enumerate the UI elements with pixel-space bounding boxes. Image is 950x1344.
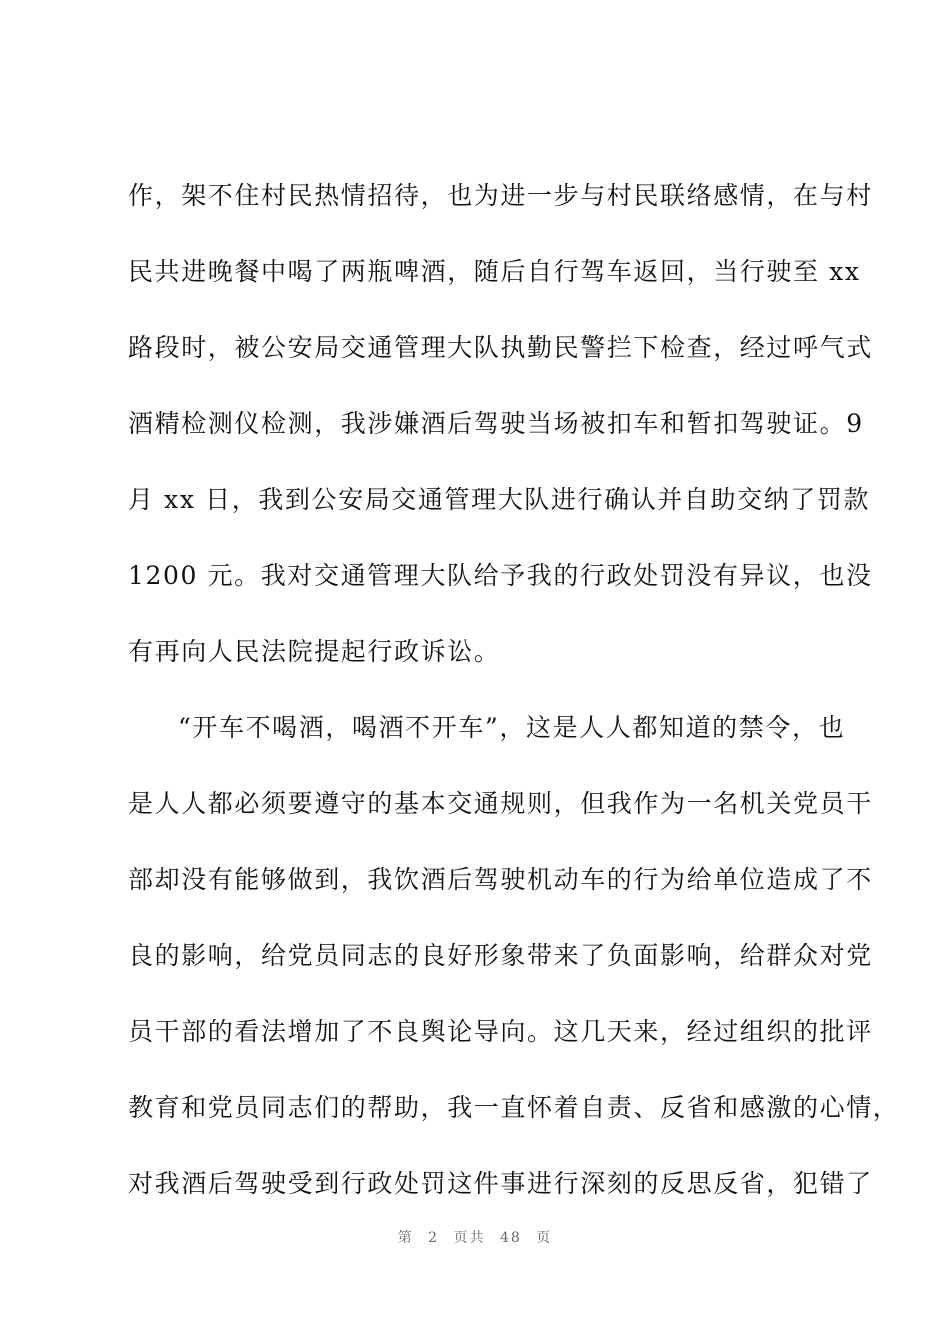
body-line-12: 员干部的看法增加了不良舆论导向。这几天来，经过组织的批评 [128, 1017, 873, 1046]
body-line-2: 民共进晚餐中喝了两瓶啤酒，随后自行驾车返回，当行驶至 xx [128, 257, 861, 286]
body-line-13: 教育和党员同志们的帮助，我一直怀着自责、反省和感激的心情， [128, 1093, 900, 1122]
body-line-11: 良的影响，给党员同志的良好形象带来了负面影响，给群众对党 [128, 941, 873, 970]
paragraph-start-line: “开车不喝酒，喝酒不开车”，这是人人都知道的禁令，也 [178, 713, 846, 742]
body-line-1: 作，架不住村民热情招待，也为进一步与村民联络感情，在与村 [128, 181, 873, 210]
body-line-5: 月 xx 日，我到公安局交通管理大队进行确认并自助交纳了罚款 [128, 485, 871, 514]
body-line-3: 路段时，被公安局交通管理大队执勤民警拦下检查，经过呼气式 [128, 333, 873, 362]
body-line-6: 1200 元。我对交通管理大队给予我的行政处罚没有异议，也没 [128, 561, 873, 590]
body-line-10: 部却没有能够做到，我饮酒后驾驶机动车的行为给单位造成了不 [128, 865, 873, 894]
body-line-7: 有再向人民法院提起行政诉讼。 [128, 637, 501, 666]
body-line-9: 是人人都必须要遵守的基本交通规则，但我作为一名机关党员干 [128, 789, 873, 818]
body-line-4: 酒精检测仪检测，我涉嫌酒后驾驶当场被扣车和暂扣驾驶证。9 [128, 409, 864, 438]
page-footer: 第 2 页共 48 页 [397, 1230, 553, 1246]
body-line-14: 对我酒后驾驶受到行政处罚这件事进行深刻的反思反省，犯错了 [128, 1169, 873, 1198]
